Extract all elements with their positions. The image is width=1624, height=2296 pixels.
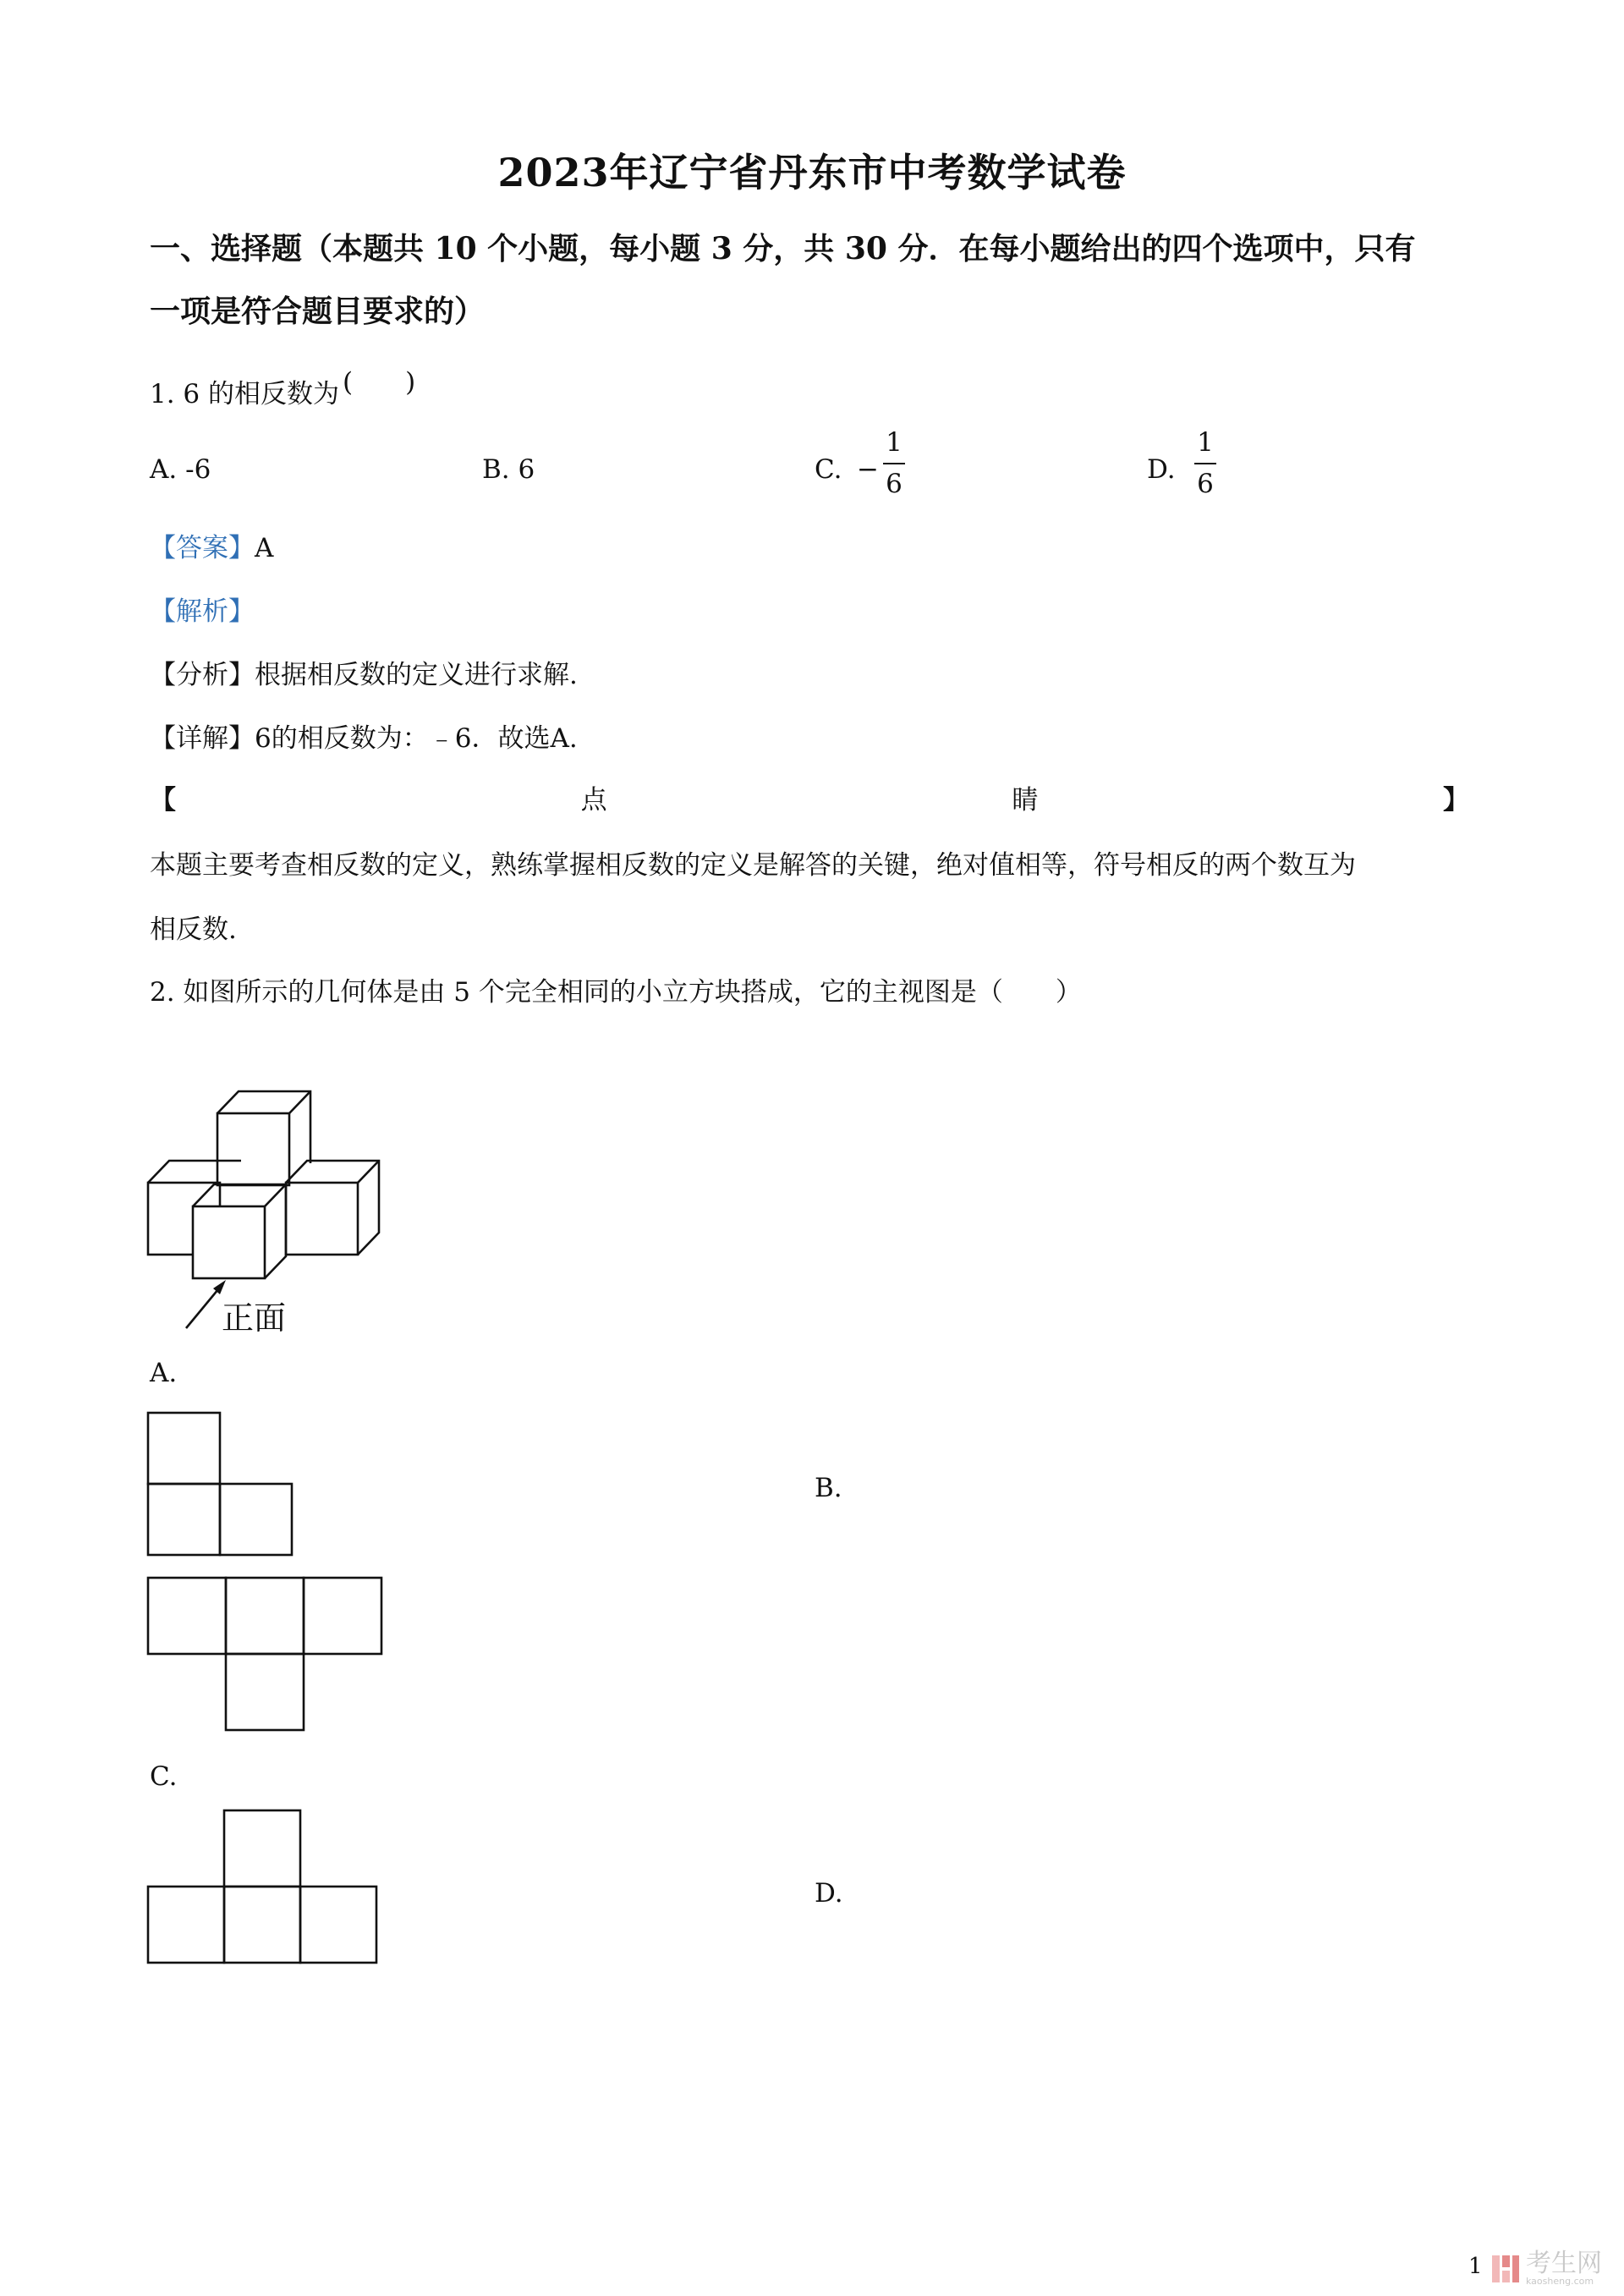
q1-option-a: A. -6 [150, 454, 211, 485]
front-arrow-icon [186, 1280, 226, 1328]
page-number: 1 [1468, 2254, 1483, 2279]
section-heading-line2: 一项是符合题目要求的） [150, 294, 486, 329]
q1-summary-line2: 相反数. [150, 915, 237, 945]
q1-option-d-numerator: 1 [1197, 427, 1214, 458]
q1-option-b: B. 6 [482, 454, 535, 485]
dianjing-close: 】 [1442, 785, 1469, 816]
q1-option-d-denominator: 6 [1197, 469, 1214, 499]
q1-option-c-sign: − [857, 454, 879, 485]
dianjing-char-2: 睛 [1012, 785, 1039, 816]
front-label: 正面 [222, 1299, 287, 1337]
q2-stem: 2. 如图所示的几何体是由 5 个完全相同的小立方块搭成，它的主视图是（ ） [150, 977, 1082, 1008]
section-heading-line1: 一、选择题（本题共 10 个小题，每小题 3 分，共 30 分．在每小题给出的四个选项中，只有 [150, 231, 1416, 266]
q1-paren: ( ) [343, 367, 416, 398]
q1-option-d-label: D. [1147, 454, 1176, 485]
fraction-bar [883, 463, 905, 464]
q1-option-c-fraction [883, 427, 905, 499]
q1-option-c-denominator: 6 [886, 469, 903, 499]
dianjing-char-1: 点 [580, 785, 607, 816]
page-title: 2023年辽宁省丹东市中考数学试卷 [497, 150, 1127, 195]
q1-xiangjie: 【详解】6的相反数为：﹣6．故选A. [150, 723, 578, 754]
q2-option-b-label: B. [815, 1473, 842, 1503]
dianjing-open: 【 [150, 785, 176, 816]
q2-option-a-figure [144, 1409, 304, 1561]
q1-stem [150, 367, 416, 410]
analysis-tag: 【解析】 [150, 596, 255, 627]
q1-stem-text: 1. 6 的相反数为 [150, 379, 340, 409]
answer-tag: 【答案】 [150, 533, 255, 563]
q2-option-c-label: C. [150, 1761, 178, 1792]
dianjing-heading [150, 778, 1469, 816]
q2-option-b-figure [144, 1574, 389, 1743]
watermark-logo [1490, 2251, 1602, 2286]
q1-option-c-numerator: 1 [886, 427, 903, 458]
answer-value: A [255, 533, 274, 563]
q1-summary-line1: 本题主要考查相反数的定义，熟练掌握相反数的定义是解答的关键，绝对值相等，符号相反的两个数互为 [150, 850, 1356, 881]
q1-answer [150, 526, 273, 564]
watermark-en: kaosheng.com [1526, 2276, 1594, 2287]
watermark-cn: 考生网 [1526, 2249, 1602, 2278]
q1-fenxi: 【分析】根据相反数的定义进行求解. [150, 660, 578, 690]
fraction-bar [1194, 463, 1216, 464]
q2-option-c-figure [144, 1806, 389, 1975]
q1-option-c-label: C. [815, 454, 842, 485]
q2-option-a-label: A. [150, 1358, 178, 1388]
q1-option-d-fraction [1194, 427, 1216, 499]
cube-front [193, 1184, 286, 1278]
cube-right [286, 1161, 379, 1255]
logo-icon [1490, 2254, 1521, 2284]
q2-option-d-label: D. [815, 1878, 843, 1909]
